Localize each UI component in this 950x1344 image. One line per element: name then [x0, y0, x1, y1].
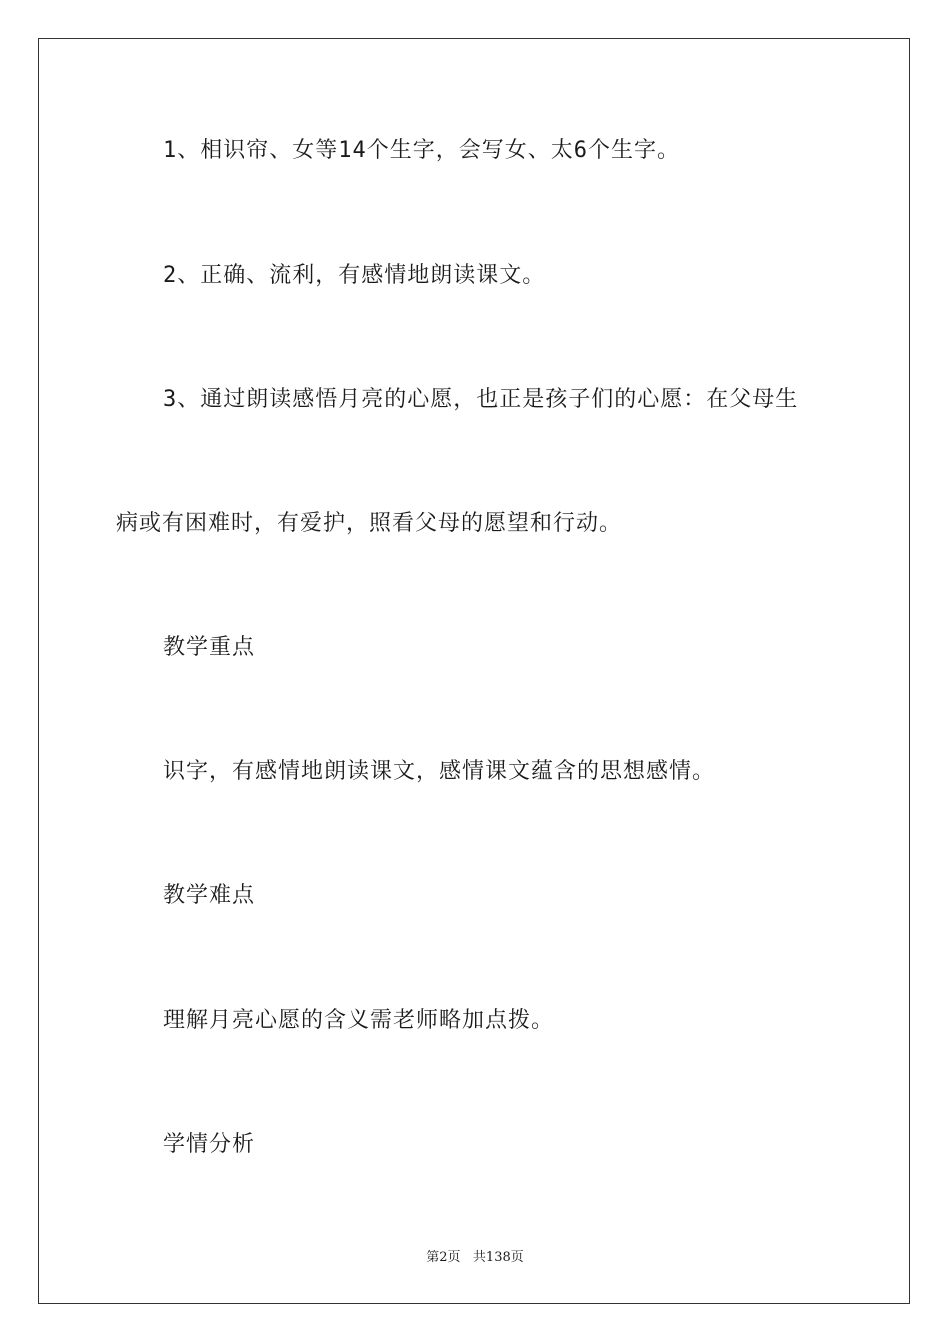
page-number: 第2页	[426, 1250, 461, 1265]
teaching-focus-text: 识字，有感情地朗读课文，感情课文蕴含的思想感情。	[163, 759, 716, 784]
heading-learning-analysis: 学情分析	[163, 1132, 256, 1157]
total-pages: 共138页	[472, 1250, 524, 1265]
heading-teaching-focus: 教学重点	[163, 635, 256, 660]
teaching-difficulty-text: 理解月亮心愿的含义需老师略加点拨。	[163, 1008, 555, 1033]
page-border	[38, 38, 910, 1304]
heading-teaching-difficulty: 教学难点	[163, 883, 256, 908]
objective-3-line-1: 3、通过朗读感悟月亮的心愿，也正是孩子们的心愿：在父母生	[163, 387, 799, 412]
objective-2: 2、正确、流利，有感情地朗读课文。	[163, 263, 546, 288]
objective-3-line-2: 病或有困难时，有爱护，照看父母的愿望和行动。	[116, 511, 623, 536]
objective-1: 1、相识帘、女等14个生字，会写女、太6个生字。	[163, 138, 680, 163]
page-footer	[0, 1246, 950, 1265]
